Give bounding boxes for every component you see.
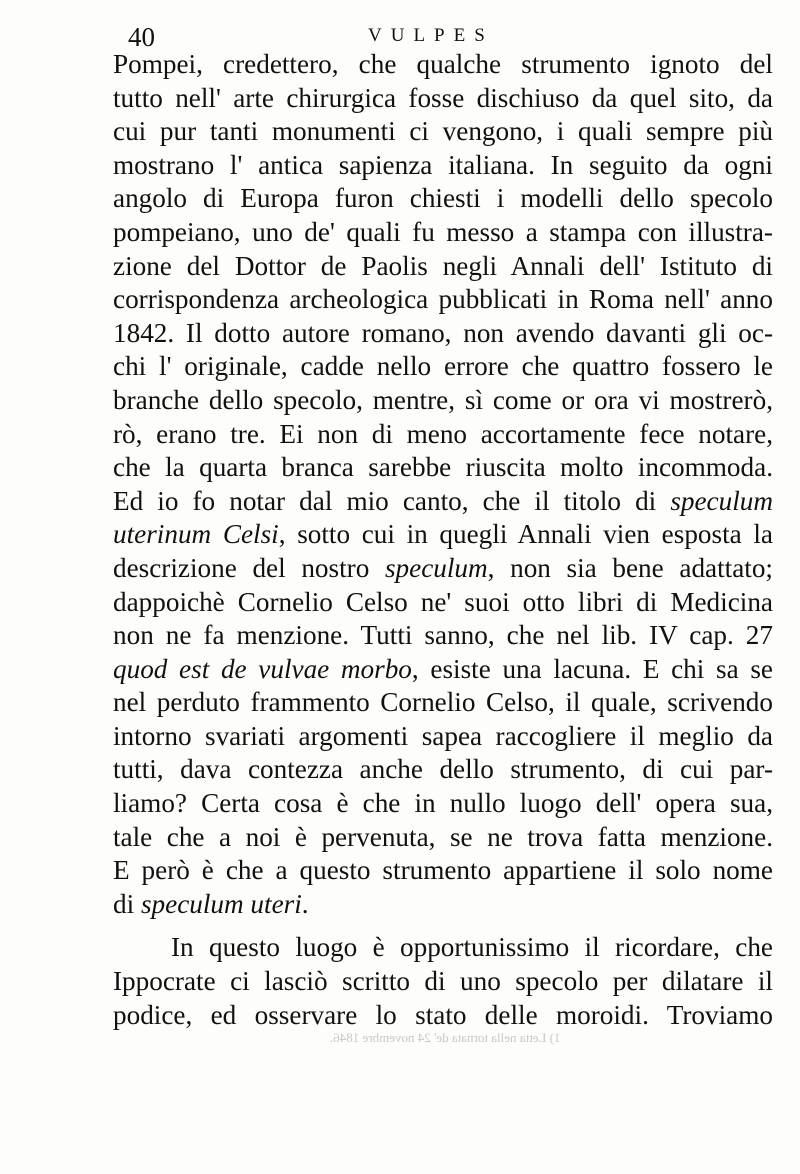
text-line: che la quarta branca sarebbe riuscita molto incommoda. (113, 452, 773, 483)
text-line: podice, ed osservare lo stato delle moroidi. Troviamo (113, 999, 773, 1030)
page-number: 40 (128, 22, 155, 52)
text-line: non ne fa menzione. Tutti sanno, che nel lib. IV cap. 27 (113, 620, 773, 651)
text-line: Ippocrate ci lasciò scritto di uno specolo per dilatare il (113, 966, 773, 997)
text-line: mostrano l' antica sapienza italiana. In seguito da ogni (113, 149, 773, 180)
text-line: E però è che a questo strumento appartiene il solo nome (113, 855, 773, 886)
text-line: dappoichè Cornelio Celso ne' suoi otto libri di Medicina (113, 586, 773, 617)
text-line: 1842. Il dotto autore romano, non avendo davanti gli oc- (113, 317, 773, 348)
text-line: descrizione del nostro speculum, non sia bene adattato; (113, 552, 773, 583)
running-head: VULPES (368, 25, 494, 46)
text-line: intorno svariati argomenti sapea raccogliere il meglio da (113, 720, 773, 751)
text-line: di speculum uteri. (113, 888, 309, 919)
bleed-through-text: 1) Letta nella tornata de' 24 novembre 1846. (330, 1030, 561, 1045)
body-text (113, 48, 773, 1032)
text-line: quod est de vulvae morbo, esiste una lacuna. E chi sa se (113, 653, 773, 684)
text-line: tutto nell' arte chirurgica fosse dischiuso da quel sito, da (113, 82, 773, 113)
text-line: chi l' originale, cadde nello errore che quattro fossero le (113, 351, 773, 382)
text-line: angolo di Europa furon chiesti i modelli dello specolo (113, 183, 773, 214)
text-line: Pompei, credettero, che qualche strumento ignoto del (113, 49, 773, 79)
text-line: rò, erano tre. Ei non di meno accortamente fece notare, (113, 418, 773, 449)
text-line: zione del Dottor de Paolis negli Annali dell' Istituto di (113, 250, 773, 281)
text-line: In questo luogo è opportunissimo il ricordare, che (171, 932, 773, 963)
text-line: branche dello specolo, mentre, sì come or ora vi mostrerò, (113, 384, 773, 415)
text-line: pompeiano, uno de' quali fu messo a stampa con illustra- (113, 216, 773, 247)
text-line: uterinum Celsi, sotto cui in quegli Annali vien esposta la (113, 519, 774, 550)
text-line: corrispondenza archeologica pubblicati in Roma nell' anno (113, 284, 773, 315)
text-line: cui pur tanti monumenti ci vengono, i quali sempre più (113, 116, 773, 147)
text-line: liamo? Certa cosa è che in nullo luogo dell' opera sua, (113, 788, 773, 819)
text-line: tale che a noi è pervenuta, se ne trova fatta menzione. (113, 821, 773, 852)
text-line: nel perduto frammento Cornelio Celso, il quale, scrivendo (113, 687, 773, 718)
text-line: tutti, dava contezza anche dello strumento, di cui par- (113, 754, 773, 785)
text-line: Ed io fo notar dal mio canto, che il titolo di speculum (113, 485, 773, 516)
